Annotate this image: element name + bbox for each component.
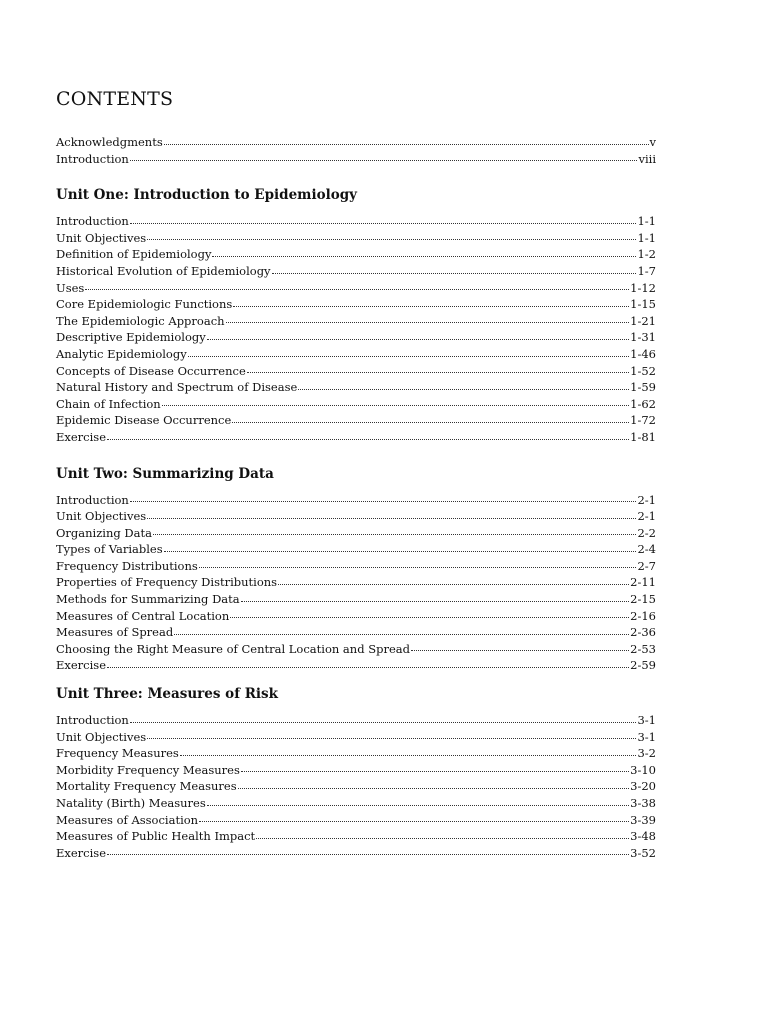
toc-entry-page-number: 2-4	[637, 542, 656, 557]
toc-entry-label: Natality (Birth) Measures	[56, 796, 206, 810]
toc-entry[interactable]	[56, 828, 656, 845]
toc-entry[interactable]	[56, 845, 656, 862]
dot-leader	[226, 321, 630, 323]
toc-entry-label: Epidemic Disease Occurrence	[56, 413, 232, 428]
toc-entry-page-number: 1-7	[637, 263, 656, 278]
toc-entry-label: Properties of Frequency Distributions	[56, 575, 278, 590]
dot-leader	[272, 272, 637, 274]
dot-leader	[411, 649, 629, 651]
toc-entry[interactable]	[56, 525, 656, 542]
toc-entry-label: Natural History and Spectrum of Disease	[56, 380, 298, 395]
toc-entry[interactable]	[56, 412, 656, 429]
toc-entry[interactable]	[56, 729, 656, 746]
toc-entry-label: Analytic Epidemiology	[56, 346, 187, 361]
toc-entry-page-number: 1-52	[630, 363, 656, 378]
toc-entry-page-number: 1-31	[630, 330, 656, 345]
dot-leader	[107, 853, 629, 855]
dot-leader	[207, 804, 629, 806]
toc-entry-label: Measures of Spread	[56, 625, 174, 640]
toc-entry-page-number: 3-20	[630, 779, 656, 794]
toc-entry-label: Definition of Epidemiology	[56, 247, 212, 262]
toc-entry-page-number: 3-48	[630, 829, 656, 844]
dot-leader	[130, 159, 638, 161]
toc-entry-page-number: 3-52	[630, 845, 656, 860]
toc-entry[interactable]	[56, 134, 656, 151]
dot-leader	[107, 666, 629, 668]
dot-leader	[188, 355, 629, 357]
toc-entry-label: Mortality Frequency Measures	[56, 779, 237, 794]
dot-leader	[247, 371, 629, 373]
toc-entry[interactable]	[56, 508, 656, 525]
unit-two-entries	[56, 492, 656, 675]
toc-entry-page-number: 1-2	[637, 247, 656, 262]
toc-entry-label: Uses	[56, 280, 85, 295]
toc-entry-page-number: 3-10	[630, 762, 656, 777]
toc-entry-label: Descriptive Epidemiology	[56, 330, 206, 345]
dot-leader	[278, 583, 629, 585]
toc-entry[interactable]	[56, 762, 656, 779]
toc-entry[interactable]	[56, 263, 656, 280]
toc-entry-label: Frequency Measures	[56, 746, 179, 761]
toc-entry-page-number: 2-15	[630, 592, 656, 607]
toc-entry-label: Introduction	[56, 151, 129, 166]
toc-entry-page-number: 2-11	[630, 575, 656, 590]
toc-entry[interactable]	[56, 363, 656, 380]
toc-entry[interactable]	[56, 280, 656, 297]
dot-leader	[130, 721, 637, 723]
dot-leader	[241, 770, 629, 772]
toc-entry-label: Types of Variables	[56, 542, 163, 557]
dot-leader	[147, 737, 636, 739]
toc-entry-page-number: viii	[638, 151, 656, 166]
unit-one-section	[56, 185, 656, 445]
toc-entry-label: Concepts of Disease Occurrence	[56, 363, 246, 378]
dot-leader	[162, 404, 629, 406]
toc-entry[interactable]	[56, 246, 656, 263]
toc-entry-label: Chain of Infection	[56, 396, 161, 411]
toc-entry[interactable]	[56, 591, 656, 608]
toc-entry[interactable]	[56, 778, 656, 795]
dot-leader	[199, 820, 629, 822]
toc-entry[interactable]	[56, 712, 656, 729]
dot-leader	[256, 837, 629, 839]
toc-entry-page-number: 1-12	[630, 280, 656, 295]
dot-leader	[130, 500, 637, 502]
toc-entry-page-number: 1-59	[630, 380, 656, 395]
dot-leader	[164, 550, 637, 552]
toc-entry[interactable]	[56, 574, 656, 591]
dot-leader	[298, 388, 629, 390]
toc-entry-page-number: 1-15	[630, 297, 656, 312]
toc-entry-page-number: 1-1	[637, 214, 656, 229]
toc-entry-page-number: 2-59	[630, 658, 656, 673]
toc-entry[interactable]	[56, 492, 656, 509]
toc-entry-label: Unit Objectives	[56, 509, 147, 524]
toc-entry[interactable]	[56, 346, 656, 363]
unit-three-section	[56, 684, 656, 861]
toc-entry[interactable]	[56, 641, 656, 658]
toc-entry-label: Methods for Summarizing Data	[56, 592, 240, 607]
toc-entry[interactable]	[56, 230, 656, 247]
toc-entry[interactable]	[56, 745, 656, 762]
toc-entry-label: Exercise	[56, 845, 107, 860]
dot-leader	[174, 633, 629, 635]
toc-entry-label: Introduction	[56, 214, 129, 229]
dot-leader	[238, 787, 630, 789]
toc-entry-page-number: 1-21	[630, 313, 656, 328]
toc-entry-page-number: 1-1	[637, 230, 656, 245]
toc-entry-label: Choosing the Right Measure of Central Location and Spread	[56, 641, 410, 656]
dot-leader	[85, 288, 629, 290]
toc-entry[interactable]	[56, 396, 656, 413]
toc-entry-label: Acknowledgments	[56, 135, 163, 149]
front-matter-list	[56, 134, 656, 167]
toc-entry-label: Morbidity Frequency Measures	[56, 762, 240, 777]
toc-entry-label: Frequency Distributions	[56, 558, 198, 573]
toc-entry-label: Historical Evolution of Epidemiology	[56, 263, 271, 278]
dot-leader	[153, 533, 637, 535]
page-title: CONTENTS	[56, 88, 174, 110]
toc-entry-label: Introduction	[56, 713, 129, 728]
toc-entry-page-number: 1-81	[630, 429, 656, 444]
toc-entry-page-number: 2-2	[637, 525, 656, 540]
toc-entry-page-number: 1-72	[630, 413, 656, 428]
toc-entry-label: Exercise	[56, 429, 107, 444]
toc-entry[interactable]	[56, 541, 656, 558]
toc-entry-label: Measures of Public Health Impact	[56, 829, 256, 844]
toc-entry-page-number: 1-46	[630, 346, 656, 361]
dot-leader	[147, 238, 636, 240]
dot-leader	[164, 143, 649, 145]
dot-leader	[233, 305, 629, 307]
toc-entry-page-number: 3-1	[637, 713, 656, 728]
toc-entry[interactable]	[56, 657, 656, 674]
toc-entry[interactable]	[56, 558, 656, 575]
toc-entry-label: Exercise	[56, 658, 107, 673]
toc-entry-label: Organizing Data	[56, 525, 152, 540]
toc-entry-page-number: 3-39	[630, 812, 656, 827]
unit-two-section	[56, 464, 656, 675]
toc-entry-label: The Epidemiologic Approach	[56, 313, 225, 328]
toc-entry-label: Introduction	[56, 492, 129, 507]
toc-entry-page-number: 2-53	[630, 641, 656, 656]
unit-heading: Unit Two: Summarizing Data	[56, 465, 274, 482]
toc-entry-page-number: 3-2	[637, 746, 656, 761]
unit-heading: Unit Three: Measures of Risk	[56, 686, 278, 703]
toc-entry[interactable]	[56, 151, 656, 168]
dot-leader	[130, 222, 637, 224]
toc-entry[interactable]	[56, 795, 656, 812]
toc-entry-page-number: 2-7	[637, 558, 656, 573]
toc-entry-page-number: 2-1	[637, 492, 656, 507]
dot-leader	[180, 754, 637, 756]
dot-leader	[241, 600, 630, 602]
toc-entry-label: Measures of Association	[56, 812, 199, 827]
toc-entry[interactable]	[56, 313, 656, 330]
toc-entry[interactable]	[56, 296, 656, 313]
toc-entry-page-number: 1-62	[630, 396, 656, 411]
toc-entry[interactable]	[56, 213, 656, 230]
dot-leader	[199, 566, 637, 568]
toc-entry-label: Core Epidemiologic Functions	[56, 297, 233, 312]
toc-entry[interactable]	[56, 429, 656, 446]
toc-entry-page-number: 2-36	[630, 625, 656, 640]
toc-entry-page-number: 3-38	[630, 796, 656, 810]
toc-entry[interactable]	[56, 329, 656, 346]
toc-entry-page-number: 3-1	[637, 729, 656, 744]
dot-leader	[147, 517, 636, 519]
toc-entry[interactable]	[56, 608, 656, 625]
contents-page	[56, 84, 656, 861]
toc-entry-label: Unit Objectives	[56, 230, 147, 245]
toc-entry-page-number: 2-16	[630, 608, 656, 623]
dot-leader	[107, 438, 629, 440]
toc-entry[interactable]	[56, 624, 656, 641]
dot-leader	[232, 421, 629, 423]
toc-entry-page-number: v	[649, 135, 656, 149]
dot-leader	[207, 338, 629, 340]
unit-one-entries	[56, 213, 656, 445]
dot-leader	[212, 255, 636, 257]
dot-leader	[230, 616, 629, 618]
unit-heading: Unit One: Introduction to Epidemiology	[56, 187, 358, 204]
unit-three-entries	[56, 712, 656, 861]
toc-entry[interactable]	[56, 379, 656, 396]
toc-entry-label: Measures of Central Location	[56, 608, 230, 623]
toc-entry-label: Unit Objectives	[56, 729, 147, 744]
toc-entry[interactable]	[56, 812, 656, 829]
toc-entry-page-number: 2-1	[637, 509, 656, 524]
